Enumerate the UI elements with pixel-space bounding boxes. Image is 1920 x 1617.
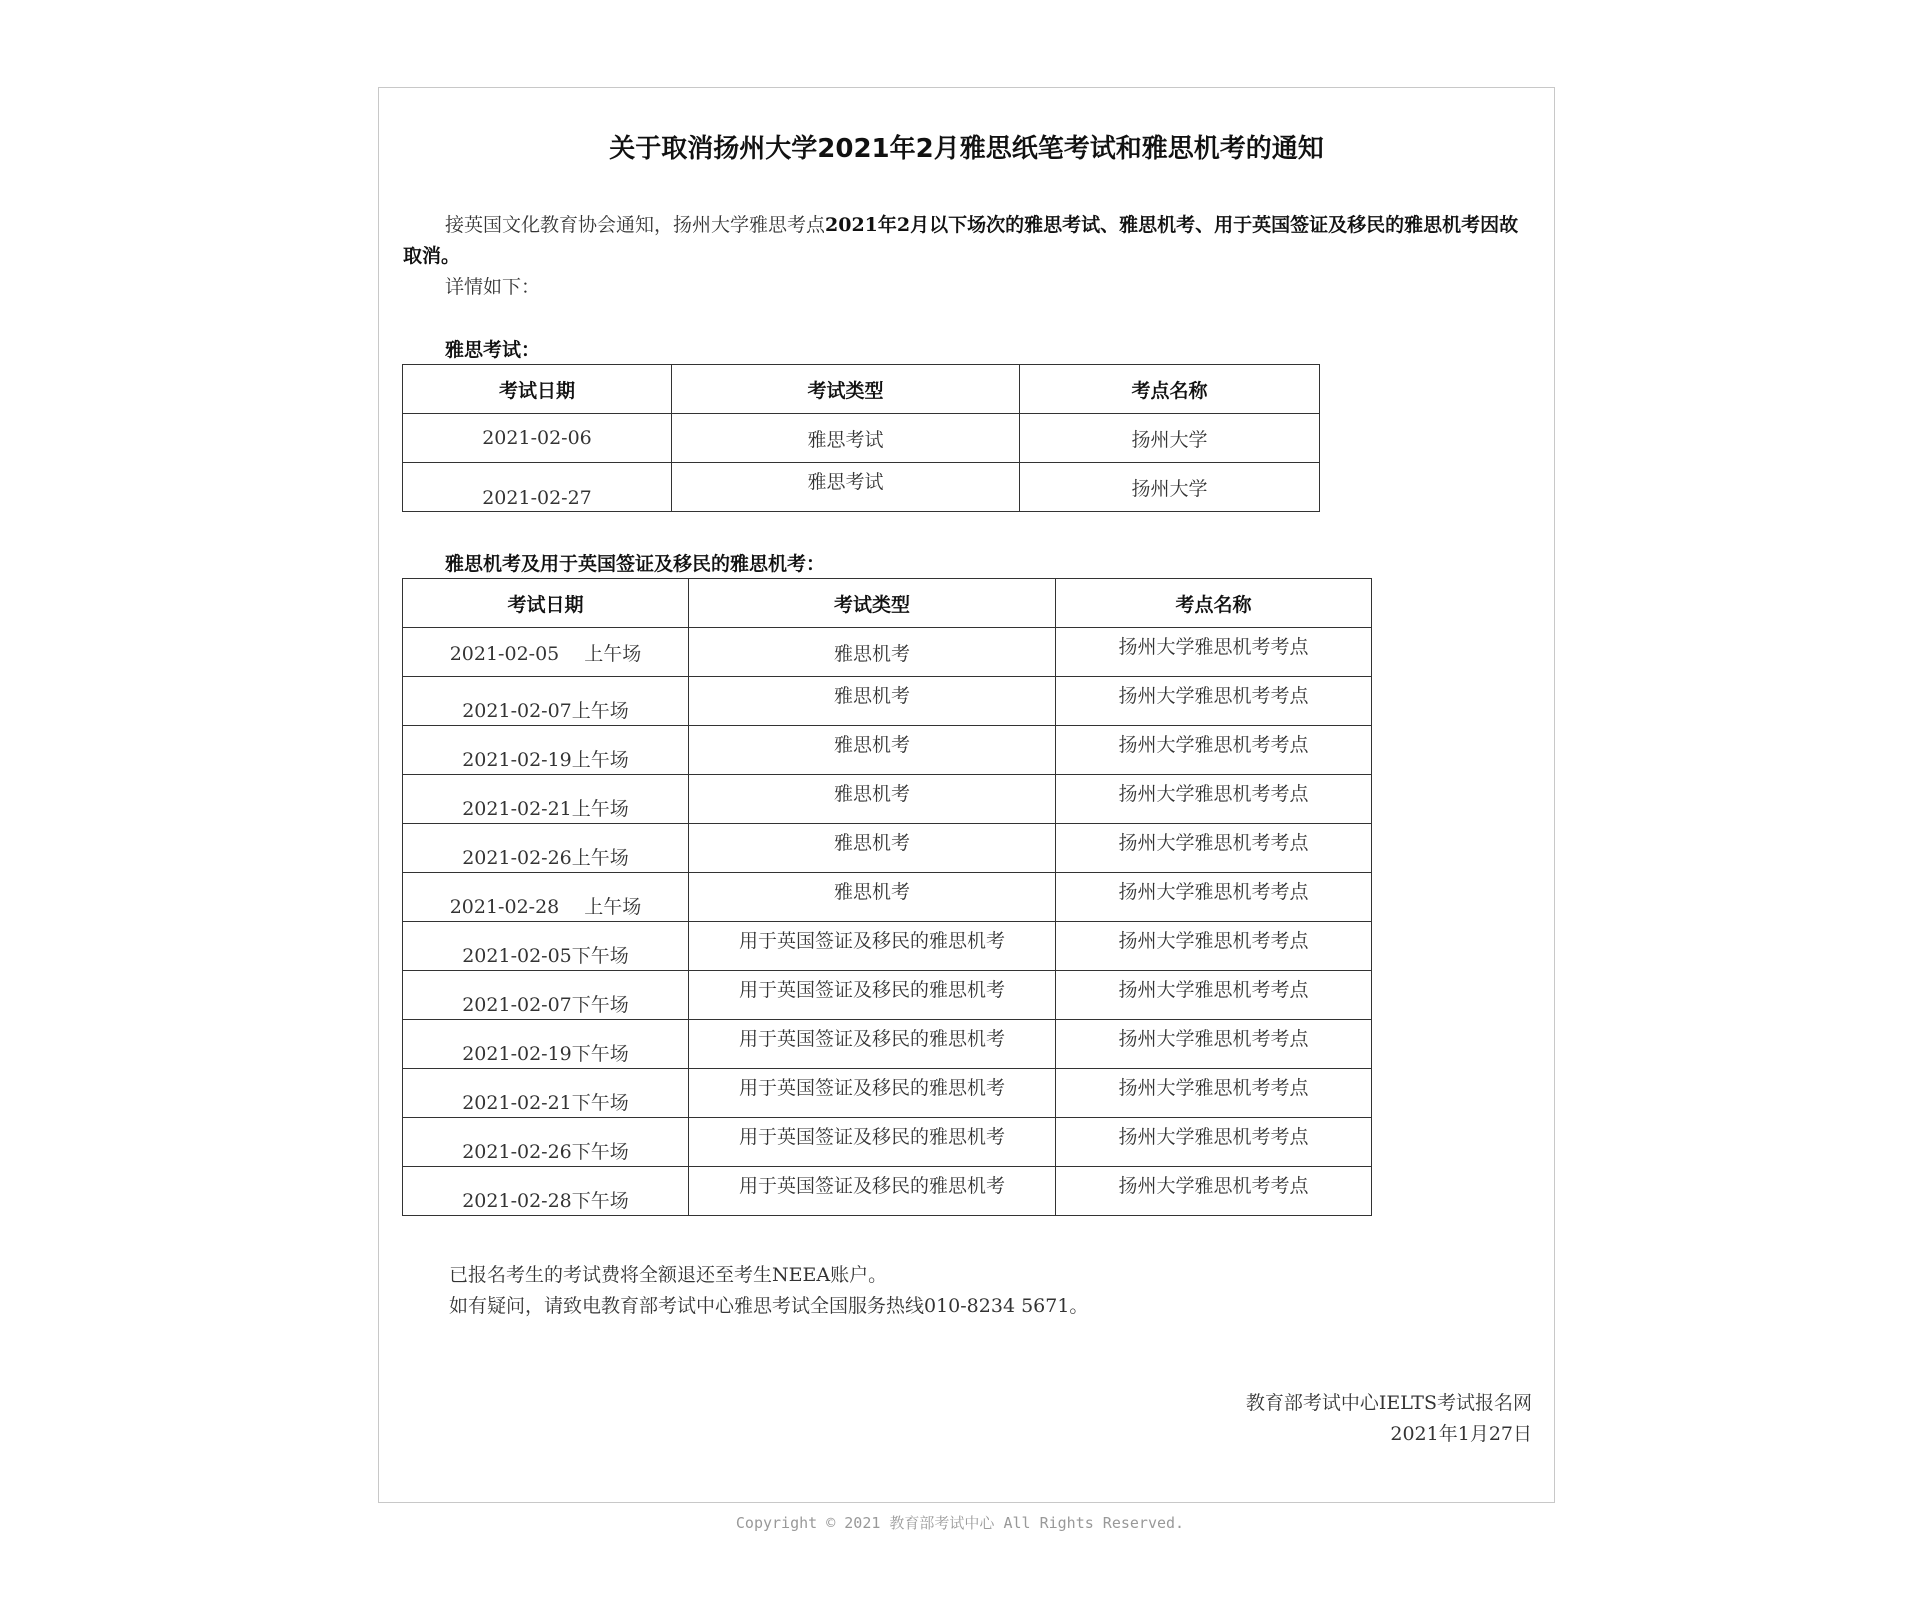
- exam-date-cell: 2021-02-28下午场: [403, 1167, 689, 1216]
- exam-center-cell: 扬州大学雅思机考考点: [1056, 1069, 1372, 1118]
- paper-exam-table: [402, 364, 1320, 512]
- table-header-row: [403, 365, 1320, 414]
- intro-paragraph: [403, 210, 1533, 272]
- exam-center-cell: 扬州大学: [1020, 414, 1320, 463]
- copyright-footer: Copyright © 2021 教育部考试中心 All Rights Reserved.: [735, 1514, 1185, 1532]
- header-exam-date: 考试日期: [403, 365, 672, 414]
- exam-type-cell: 雅思考试: [672, 414, 1020, 463]
- header-exam-center: 考点名称: [1056, 579, 1372, 628]
- cbt-exam-table: [402, 578, 1372, 1216]
- exam-type-cell: 雅思机考: [689, 628, 1056, 677]
- table-row: [403, 1167, 1372, 1216]
- signature-org: 教育部考试中心IELTS考试报名网: [1245, 1392, 1532, 1414]
- table-row: [403, 628, 1372, 677]
- page-title: 关于取消扬州大学2021年2月雅思纸笔考试和雅思机考的通知: [609, 134, 1324, 164]
- table-row: [403, 463, 1320, 512]
- exam-date-cell: 2021-02-07下午场: [403, 971, 689, 1020]
- header-exam-center: 考点名称: [1020, 365, 1320, 414]
- exam-type-cell: 用于英国签证及移民的雅思机考: [689, 922, 1056, 971]
- exam-center-cell: 扬州大学雅思机考考点: [1056, 1118, 1372, 1167]
- exam-date-cell: 2021-02-06: [403, 414, 672, 463]
- header-exam-type: 考试类型: [672, 365, 1020, 414]
- exam-type-cell: 用于英国签证及移民的雅思机考: [689, 1118, 1056, 1167]
- exam-type-cell: 雅思考试: [672, 463, 1020, 512]
- table-row: [403, 726, 1372, 775]
- notes-block: [449, 1260, 1088, 1322]
- exam-center-cell: 扬州大学雅思机考考点: [1056, 824, 1372, 873]
- table-row: [403, 677, 1372, 726]
- paper-exam-section-label: 雅思考试：: [445, 339, 541, 361]
- exam-date-cell: 2021-02-19下午场: [403, 1020, 689, 1069]
- intro-text: 接英国文化教育协会通知，扬州大学雅思考点: [445, 214, 826, 236]
- cbt-exam-section-label: 雅思机考及用于英国签证及移民的雅思机考：: [445, 553, 826, 575]
- exam-center-cell: 扬州大学雅思机考考点: [1056, 677, 1372, 726]
- signature-block: [1246, 1388, 1532, 1450]
- exam-type-cell: 雅思机考: [689, 824, 1056, 873]
- table-row: [403, 1118, 1372, 1167]
- exam-date-cell: 2021-02-05 上午场: [403, 628, 689, 677]
- exam-date-cell: 2021-02-19上午场: [403, 726, 689, 775]
- table-row: [403, 971, 1372, 1020]
- exam-date-cell: 2021-02-26上午场: [403, 824, 689, 873]
- exam-type-cell: 雅思机考: [689, 775, 1056, 824]
- exam-type-cell: 雅思机考: [689, 873, 1056, 922]
- exam-type-cell: 用于英国签证及移民的雅思机考: [689, 971, 1056, 1020]
- refund-note: 已报名考生的考试费将全额退还至考生NEEA账户。: [449, 1264, 888, 1286]
- detail-line: 详情如下：: [445, 276, 541, 298]
- exam-type-cell: 用于英国签证及移民的雅思机考: [689, 1167, 1056, 1216]
- exam-date-cell: 2021-02-05下午场: [403, 922, 689, 971]
- table-row: [403, 922, 1372, 971]
- table-row: [403, 873, 1372, 922]
- hotline-note: 如有疑问，请致电教育部考试中心雅思考试全国服务热线010-8234 5671。: [449, 1295, 1089, 1317]
- table-row: [403, 775, 1372, 824]
- table-row: [403, 1020, 1372, 1069]
- exam-center-cell: 扬州大学雅思机考考点: [1056, 922, 1372, 971]
- exam-center-cell: 扬州大学雅思机考考点: [1056, 726, 1372, 775]
- signature-date: 2021年1月27日: [1390, 1423, 1532, 1445]
- exam-center-cell: 扬州大学: [1020, 463, 1320, 512]
- table-row: [403, 414, 1320, 463]
- exam-center-cell: 扬州大学雅思机考考点: [1056, 971, 1372, 1020]
- exam-center-cell: 扬州大学雅思机考考点: [1056, 628, 1372, 677]
- exam-type-cell: 雅思机考: [689, 677, 1056, 726]
- intro-bold-text: 2021年2月以下场次的雅思考试、雅思机考、用于英国签证及移民的雅思机考因故取消。: [403, 214, 1519, 267]
- exam-date-cell: 2021-02-26下午场: [403, 1118, 689, 1167]
- exam-center-cell: 扬州大学雅思机考考点: [1056, 1020, 1372, 1069]
- table-header-row: [403, 579, 1372, 628]
- exam-date-cell: 2021-02-21上午场: [403, 775, 689, 824]
- exam-center-cell: 扬州大学雅思机考考点: [1056, 775, 1372, 824]
- notice-document: [378, 87, 1555, 1503]
- exam-type-cell: 用于英国签证及移民的雅思机考: [689, 1020, 1056, 1069]
- exam-type-cell: 雅思机考: [689, 726, 1056, 775]
- exam-date-cell: 2021-02-27: [403, 463, 672, 512]
- table-row: [403, 824, 1372, 873]
- exam-center-cell: 扬州大学雅思机考考点: [1056, 873, 1372, 922]
- header-exam-date: 考试日期: [403, 579, 689, 628]
- header-exam-type: 考试类型: [689, 579, 1056, 628]
- exam-center-cell: 扬州大学雅思机考考点: [1056, 1167, 1372, 1216]
- exam-date-cell: 2021-02-07上午场: [403, 677, 689, 726]
- exam-date-cell: 2021-02-28 上午场: [403, 873, 689, 922]
- exam-date-cell: 2021-02-21下午场: [403, 1069, 689, 1118]
- table-row: [403, 1069, 1372, 1118]
- exam-type-cell: 用于英国签证及移民的雅思机考: [689, 1069, 1056, 1118]
